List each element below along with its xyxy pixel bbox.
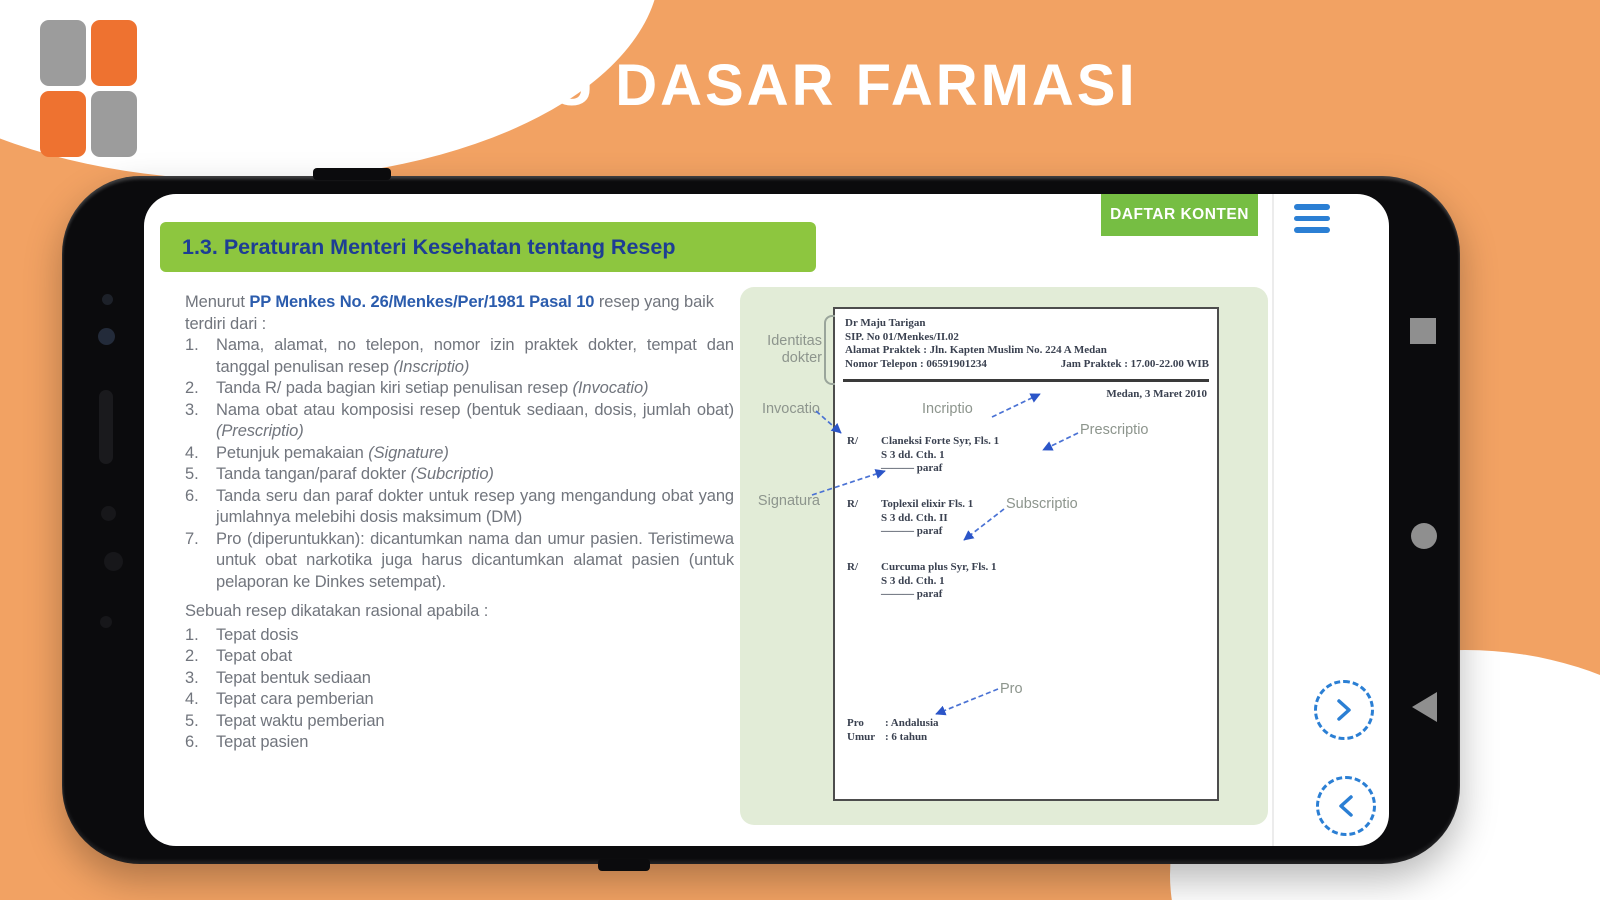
regulation-reference: PP Menkes No. 26/Menkes/Per/1981 Pasal 10 xyxy=(249,293,595,311)
list-item: 6. Tanda seru dan paraf dokter untuk resep yang mengandung obat yang jumlahnya melebihi dosis maksimum (DM) xyxy=(185,486,734,526)
bezel-dot-1 xyxy=(101,506,116,521)
next-icon xyxy=(1334,698,1354,722)
label-signatura: Signatura xyxy=(757,493,820,509)
list-item: 4. Petunjuk pemakaian (Signature) xyxy=(185,443,449,462)
logo-square-gray-1 xyxy=(40,20,86,86)
section-title-bar xyxy=(160,222,816,272)
section-title: 1.3. Peraturan Menteri Kesehatan tentang Resep xyxy=(182,234,676,259)
logo-square-orange-1 xyxy=(91,20,137,86)
identity-bracket xyxy=(824,315,835,385)
list-item: 4. Tepat cara pemberian xyxy=(185,690,374,708)
label-prescriptio: Prescriptio xyxy=(1080,422,1149,438)
prescription-paper xyxy=(833,307,1219,801)
phone-side-button xyxy=(313,168,391,180)
list-item: 5. Tepat waktu pemberian xyxy=(185,711,385,730)
prescription-date: Medan, 3 Maret 2010 xyxy=(1106,388,1207,400)
patient-block: Pro : Andalusia Umur : 6 tahun xyxy=(847,717,939,743)
list-item: 3. Nama obat atau komposisi resep (bentuk sediaan, dosis, jumlah obat) (Prescriptio) xyxy=(185,400,734,440)
list-item: 1. Nama, alamat, no telepon, nomor izin praktek dokter, tempat dan tanggal penulisan resep (Inscriptio) xyxy=(185,336,734,376)
rx-block-1: R/ Claneksi Forte Syr, Fls. 1 S 3 dd. Cth. 1 ——— paraf xyxy=(847,435,1000,474)
recents-icon[interactable] xyxy=(1410,318,1436,344)
rx-block-3: R/ Curcuma plus Syr, Fls. 1 S 3 dd. Cth. 1 ——— paraf xyxy=(847,561,997,600)
intro-paragraph: Menurut PP Menkes No. 26/Menkes/Per/1981 Pasal 10 resep yang baik terdiri dari : xyxy=(185,293,714,333)
camera-icon xyxy=(98,328,115,345)
speaker-icon xyxy=(99,390,113,464)
logo-square-gray-2 xyxy=(91,91,137,157)
list-item: 6. Tepat pasien xyxy=(185,733,309,751)
previous-page-button[interactable] xyxy=(1316,776,1376,836)
app-logo xyxy=(40,20,140,162)
logo-square-orange-2 xyxy=(40,91,86,157)
list-item: 7. Pro (diperuntukkan): dicantumkan nama dan umur pasien. Teristimewa untuk obat narkotika juga harus dicantumkan alamat pasien (untuk pelaporan ke Dinkes setempat). xyxy=(185,529,734,591)
header-rule xyxy=(843,379,1209,382)
doctor-address: Alamat Praktek : Jln. Kapten Muslim No. 224 A Medan xyxy=(845,344,1107,356)
prev-icon xyxy=(1336,794,1356,818)
daftar-konten-button[interactable]: DAFTAR KONTEN xyxy=(1101,194,1258,236)
next-page-button[interactable] xyxy=(1314,680,1374,740)
sensor-icon xyxy=(102,294,113,305)
prescription-panel xyxy=(740,287,1268,825)
app-screen xyxy=(144,194,1389,846)
hamburger-menu-icon[interactable] xyxy=(1294,204,1330,233)
doctor-phone: Nomor Telepon : 06591901234 xyxy=(845,357,987,370)
label-invocatio: Invocatio xyxy=(761,401,820,417)
label-identitas-dokter: Identitas dokter xyxy=(767,333,822,366)
list-item: 2. Tanda R/ pada bagian kiri setiap penulisan resep (Invocatio) xyxy=(185,379,649,397)
doctor-sip: SIP. No 01/Menkes/II.02 xyxy=(845,330,959,343)
label-incriptio: Incriptio xyxy=(922,401,973,417)
list-item: 1. Tepat dosis xyxy=(185,625,299,644)
rational-paragraph: Sebuah resep dikatakan rasional apabila : xyxy=(185,602,489,620)
doctor-name: Dr Maju Tarigan xyxy=(845,317,926,329)
page-title: ILMU DASAR FARMASI xyxy=(442,53,1138,118)
content-separator xyxy=(1272,194,1274,846)
phone-frame xyxy=(62,176,1460,864)
doctor-identity-block xyxy=(845,317,1209,371)
list-item: 2. Tepat obat xyxy=(185,647,293,665)
phone-side-button-2 xyxy=(598,859,650,871)
back-icon[interactable] xyxy=(1412,692,1437,722)
practice-hours: Jam Praktek : 17.00-22.00 WIB xyxy=(1060,357,1209,370)
bezel-dot-3 xyxy=(100,616,112,628)
list-item: 5. Tanda tangan/paraf dokter (Subcriptio) xyxy=(185,465,494,483)
bezel-dot-2 xyxy=(104,552,123,571)
lesson-text xyxy=(185,292,734,754)
rx-block-2: R/ Toplexil elixir Fls. 1 S 3 dd. Cth. II ——— paraf xyxy=(847,498,974,537)
home-icon[interactable] xyxy=(1411,523,1437,549)
label-subscriptio: Subscriptio xyxy=(1006,496,1078,512)
list-item: 3. Tepat bentuk sediaan xyxy=(185,668,371,687)
label-pro: Pro xyxy=(1000,681,1023,697)
